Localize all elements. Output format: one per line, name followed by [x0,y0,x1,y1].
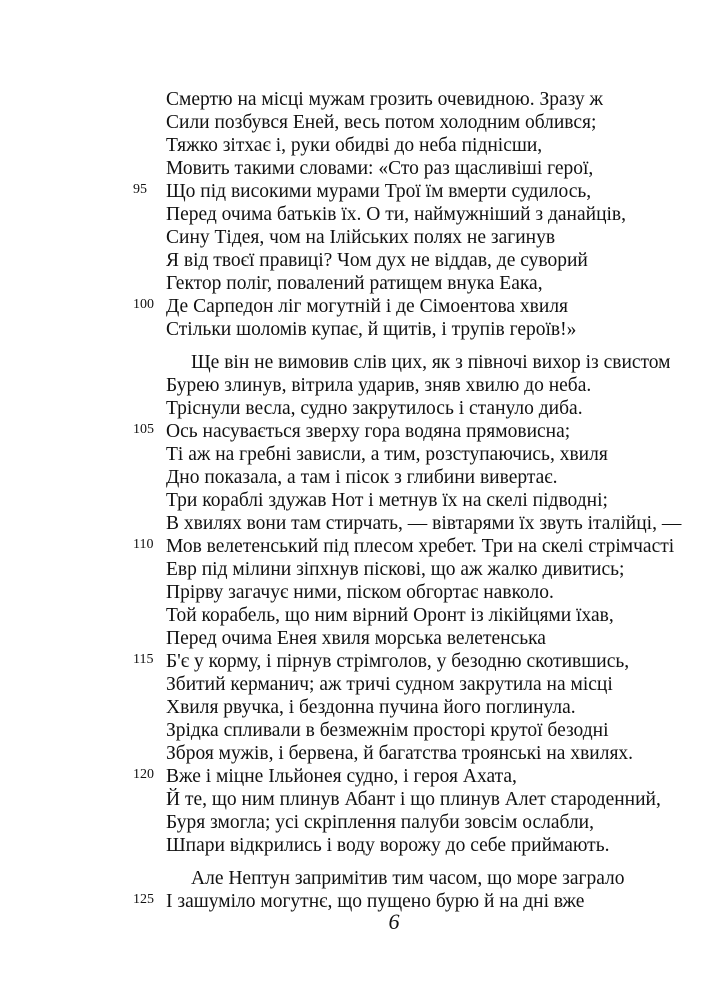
page-number: 6 [388,909,400,934]
line-number: 125 [133,892,154,907]
poem-line: Той корабель, що ним вірний Оронт із лікійцями їхав, [166,605,614,626]
poem-line: Мов велетенський під плесом хребет. Три на скелі стрімчасті [166,536,675,557]
poem-line: Бурею злинув, вітрила ударив, зняв хвилю до неба. [166,375,592,396]
poem-line: Зброя мужів, і бервена, й багатства троянські на хвилях. [166,743,634,764]
poem-line: Дно показала, а там і пісок з глибини вивертає. [166,467,558,488]
poem-line: Сину Тідея, чом на Ілійських полях не загинув [166,227,556,248]
line-number: 100 [133,297,154,312]
line-number: 105 [133,422,154,437]
poem-line: Ось насувається зверху гора водяна прямовисна; [166,421,571,442]
poem-line: Шпари відкрились і воду ворожу до себе приймають. [166,835,610,856]
poem-line: Буря змогла; усі скріплення палуби зовсім ослабли, [166,812,594,833]
poem-line: Й те, що ним плинув Абант і що плинув Алет староденний, [166,789,661,810]
poem-line: Гектор поліг, повалений ратищем внука Еака, [166,273,543,294]
poem-line: Смертю на місці мужам грозить очевидною. Зразу ж [166,89,604,110]
poem-line: Тяжко зітхає і, руки обидві до неба піднісши, [166,135,543,156]
poem-line: Три кораблі здужав Нот і метнув їх на скелі підводні; [166,490,608,511]
line-number: 110 [133,537,154,552]
poem-line: Що під високими мурами Трої їм вмерти судилось, [166,181,592,202]
poem-line: В хвилях вони там стирчать, — вівтарями їх звуть італійці, — [166,513,682,534]
poem-line: Прірву загачує ними, піском обгортає навколо. [166,582,554,603]
poem-line: Де Сарпедон ліг могутній і де Сімоентова хвиля [166,296,569,317]
poem-line: Збитий керманич; аж тричі судном закрутила на місці [166,674,613,695]
poem-line: Вже і міцне Ільйонея судно, і героя Ахата, [166,766,517,787]
poem-line: Перед очима Енея хвиля морська велетенська [166,628,546,649]
line-number: 95 [133,182,147,197]
poem-line: Евр під мілини зіпхнув піскові, що аж жалко дивитись; [166,559,625,580]
poem-line: Ще він не вимовив слів цих, як з півночі вихор із свистом [191,352,671,373]
poem-line: Сили позбувся Еней, весь потом холодним облився; [166,112,597,133]
poem-line: Мовить такими словами: «Сто раз щасливіші герої, [166,158,594,179]
line-number: 115 [133,652,154,667]
poem-line: Я від твоєї правиці? Чом дух не віддав, де суворий [166,250,588,271]
poem-line: Зрідка спливали в безмежнім просторі крутої безодні [166,720,609,741]
poem-line: Стільки шоломів купає, й щитів, і трупів героїв!» [166,319,577,340]
poem-line: Б'є у корму, і пірнув стрімголов, у безодню скотившись, [166,651,630,672]
poem-line: Перед очима батьків їх. О ти, наймужніший з данайців, [166,204,627,225]
poem-line: Хвиля рвучка, і бездонна пучина його поглинула. [166,697,576,718]
poem-line: Тріснули весла, судно закрутилось і стануло диба. [166,398,583,419]
line-number: 120 [133,767,154,782]
poem-line: Але Нептун запримітив тим часом, що море заграло [191,868,625,889]
poem-line: Ті аж на гребні зависли, а тим, розступаючись, хвиля [166,444,608,465]
poem-line: І зашуміло могутнє, що пущено бурю й на дні вже [166,891,585,912]
